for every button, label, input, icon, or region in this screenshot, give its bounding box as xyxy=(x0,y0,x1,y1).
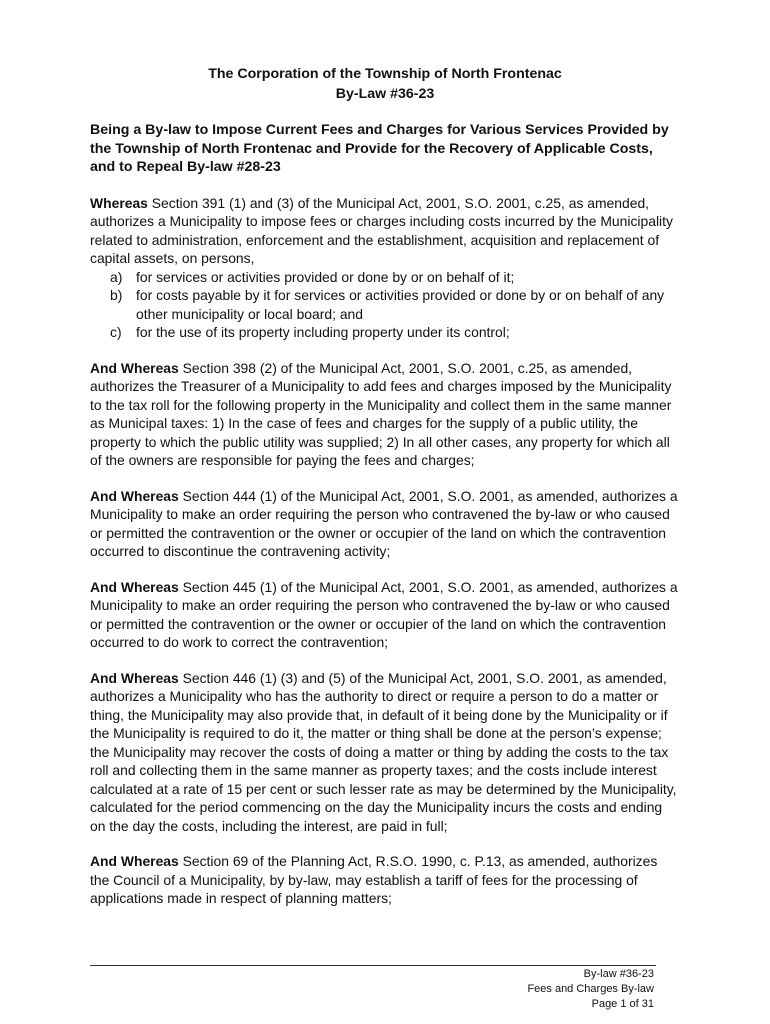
recital-lead: And Whereas xyxy=(90,853,179,869)
list-item xyxy=(90,286,680,323)
recital-paragraph-5 xyxy=(90,669,680,836)
recital-paragraph-6 xyxy=(90,852,680,908)
corporation-title: The Corporation of the Township of North Frontenac xyxy=(208,66,562,82)
recital-list xyxy=(90,268,680,342)
recital-lead: And Whereas xyxy=(90,359,179,376)
list-marker: a) xyxy=(110,268,123,285)
page-footer xyxy=(527,967,654,1012)
footer-bylaw-number: By-law #36-23 xyxy=(583,968,654,980)
recital-paragraph-4 xyxy=(90,578,680,652)
footer-divider xyxy=(90,965,656,966)
recital-lead: Whereas xyxy=(90,194,148,211)
recital-text: Section 444 (1) of the Municipal Act, 2001, S.O. 2001, as amended, authorizes a Municipality to make an order requiring the person who contravened the by-law or who caused or permitted the contravention or the owner or occupier of the land on which the contravention occurred to discontinue the contravening activity; xyxy=(90,487,678,559)
recital-text: Section 391 (1) and (3) of the Municipal Act, 2001, S.O. 2001, c.25, as amended, authorizes a Municipality to impose fees or charges including costs incurred by the Municipality related to administration, enforcement and the establishment, acquisition and replacement of capital assets, on persons, xyxy=(90,194,673,266)
page-number: Page 1 of 31 xyxy=(591,998,654,1010)
list-marker: c) xyxy=(110,324,122,340)
recital-lead: And Whereas xyxy=(90,487,179,504)
footer-bylaw-title: Fees and Charges By-law xyxy=(527,983,654,995)
document-header xyxy=(90,64,680,104)
list-item-text: for costs payable by it for services or activities provided or done by or on behalf of any other municipality or local board; and xyxy=(136,287,665,322)
recital-lead: And Whereas xyxy=(90,578,179,595)
list-item-text: for the use of its property including property under its control; xyxy=(136,324,510,340)
recital-paragraph-3 xyxy=(90,487,680,561)
recital-lead: And Whereas xyxy=(90,669,179,686)
list-marker: b) xyxy=(110,287,123,303)
recital-text: Section 446 (1) (3) and (5) of the Municipal Act, 2001, S.O. 2001, as amended, authorizes a Municipality who has the authority to direct or require a person to do a matter or thing, the Municipality may also provide that, in default of it being done by the Municipality or if the Municipality is required to do it, the matter or thing shall be done at the person’s expense; the Municipality may recover the costs of doing a matter or thing by adding the costs to the tax roll and collecting them in the same manner as property taxes; and the costs include interest calculated at a rate of 15 per cent or such lesser rate as may be determined by the Municipality, calculated for the period commencing on the day the Municipality incurs the costs and ending on the day the costs, including the interest, are paid in full; xyxy=(90,669,677,834)
recital-text: Section 445 (1) of the Municipal Act, 2001, S.O. 2001, as amended, authorizes a Municipality to make an order requiring the person who contravened the by-law or who caused or permitted the contravention or the owner or occupier of the land on which the contravention occurred to do work to correct the contravention; xyxy=(90,578,678,650)
recital-paragraph-2 xyxy=(90,359,680,470)
list-item xyxy=(90,268,680,287)
recital-text: Section 69 of the Planning Act, R.S.O. 1990, c. P.13, as amended, authorizes the Council of a Municipality, by by-law, may establish a tariff of fees for the processing of applications made in respect of planning matters; xyxy=(90,853,658,906)
document-page xyxy=(90,64,680,908)
recital-text: Section 398 (2) of the Municipal Act, 2001, S.O. 2001, c.25, as amended, authorizes the Treasurer of a Municipality to add fees and charges imposed by the Municipality to the tax roll for the following property in the Municipality and collect them in the same manner as Municipal taxes: 1) In the case of fees and charges for the supply of a public utility, the property to which the public utility was supplied; 2) In all other cases, any property for which all of the owners are responsible for paying the fees and charges; xyxy=(90,359,672,468)
list-item xyxy=(90,323,680,342)
recital-paragraph-1 xyxy=(90,194,680,342)
list-item-text: for services or activities provided or done by or on behalf of it; xyxy=(136,268,515,285)
bylaw-number: By-Law #36-23 xyxy=(335,86,435,102)
bylaw-subject: Being a By-law to Impose Current Fees and Charges for Various Services Provided by the Township of North Frontenac and Provide for the Recovery of Applicable Costs, and to Repeal By-law #28-23 xyxy=(90,122,669,175)
